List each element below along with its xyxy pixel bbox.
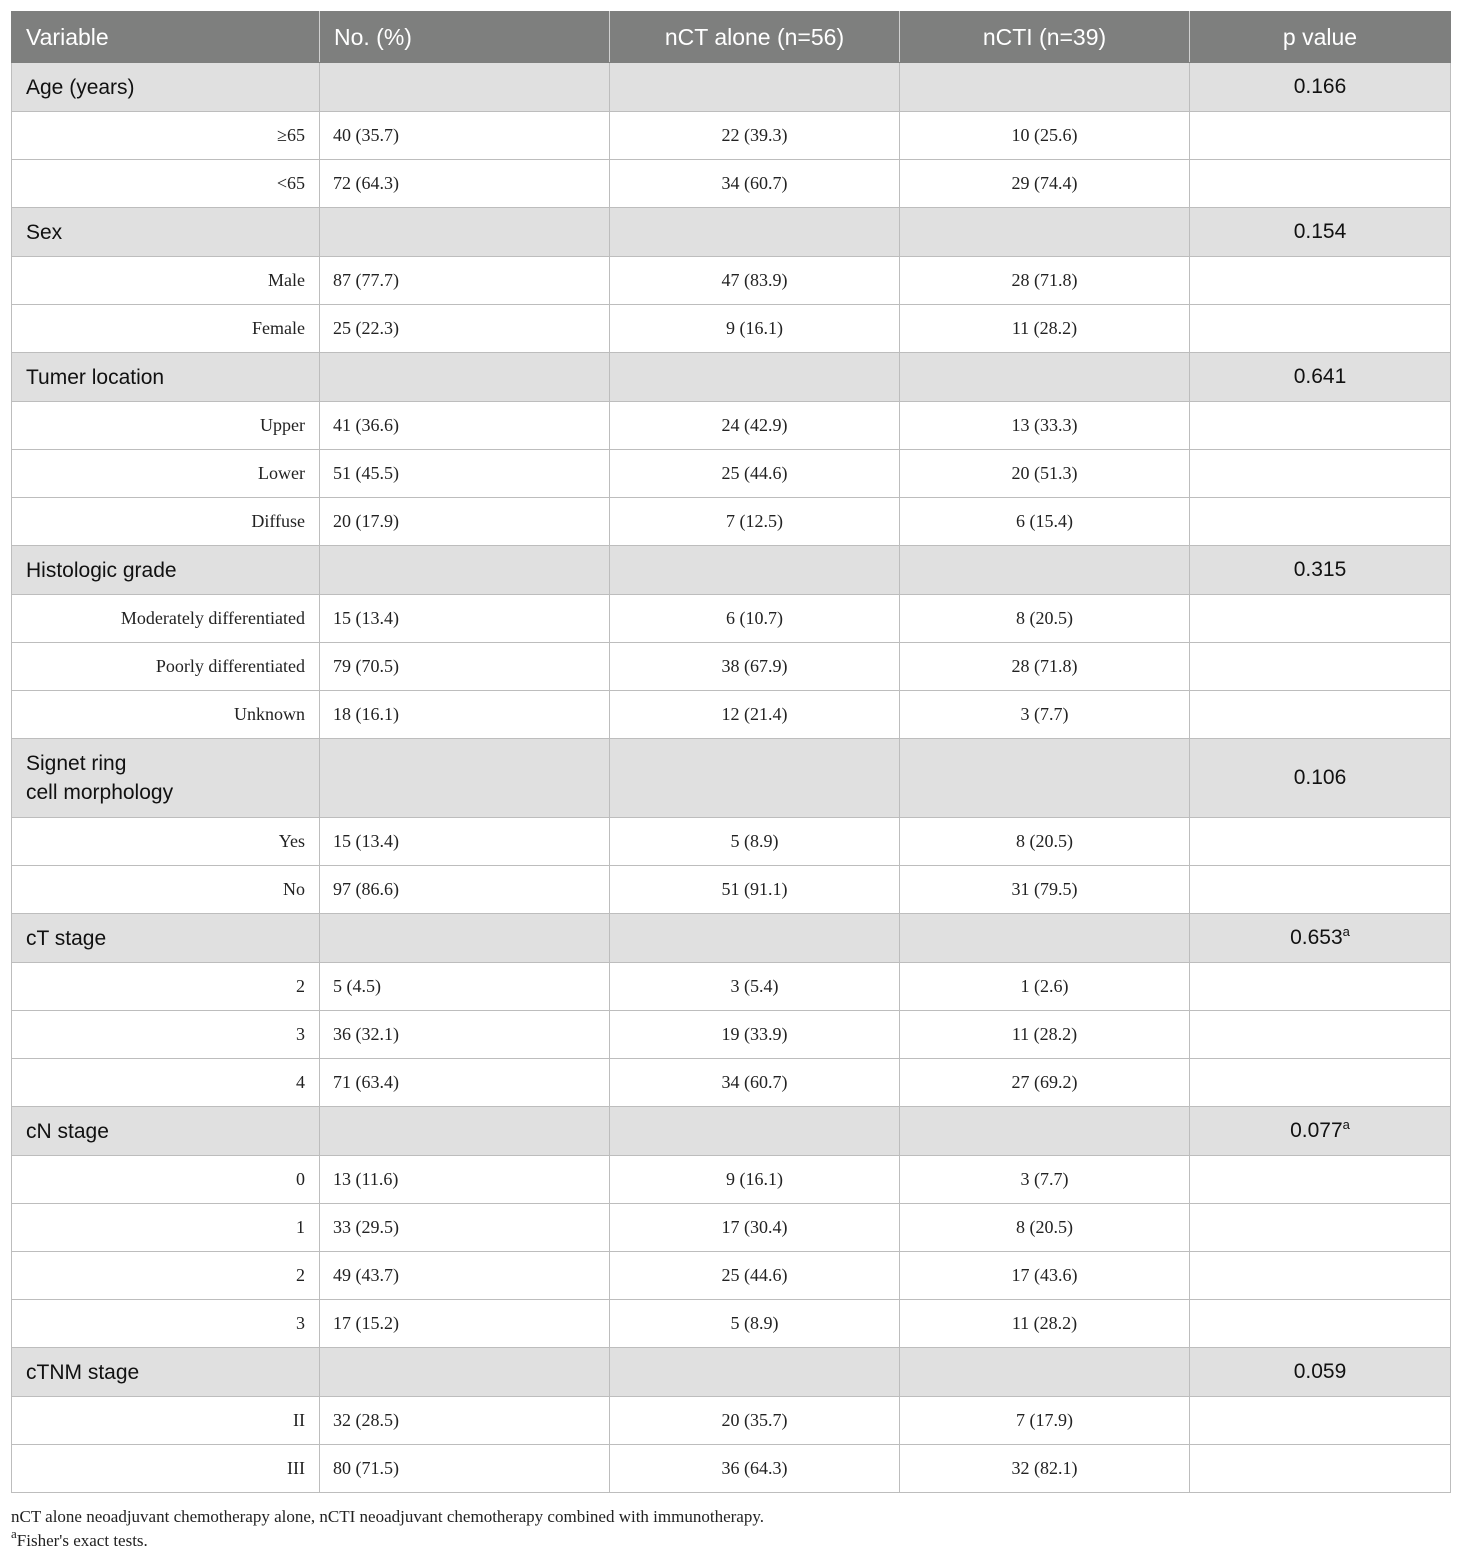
group-label [12, 1107, 320, 1156]
group-label [12, 546, 320, 595]
cell-nct-alone: 9 (16.1) [610, 1156, 900, 1204]
group-empty-cell [320, 1348, 610, 1397]
cell-p-value-empty [1190, 643, 1451, 691]
cell-nct-alone: 34 (60.7) [610, 160, 900, 208]
cell-ncti: 8 (20.5) [900, 1204, 1190, 1252]
table-row [12, 498, 1451, 546]
header-no-percent: No. (%) [320, 12, 610, 63]
group-label-text: cTNM stage [26, 1360, 140, 1384]
cell-nct-alone: 38 (67.9) [610, 643, 900, 691]
cell-ncti: 11 (28.2) [900, 1011, 1190, 1059]
table-row [12, 1445, 1451, 1493]
cell-ncti: 7 (17.9) [900, 1397, 1190, 1445]
row-label: Yes [12, 818, 320, 866]
group-empty-cell [610, 914, 900, 963]
group-label-text: Histologic grade [26, 558, 177, 582]
cell-p-value-empty [1190, 691, 1451, 739]
cell-no-percent: 33 (29.5) [320, 1204, 610, 1252]
cell-no-percent: 80 (71.5) [320, 1445, 610, 1493]
cell-ncti: 27 (69.2) [900, 1059, 1190, 1107]
cell-no-percent: 13 (11.6) [320, 1156, 610, 1204]
cell-no-percent: 25 (22.3) [320, 305, 610, 353]
cell-nct-alone: 19 (33.9) [610, 1011, 900, 1059]
group-label-text: Tumer location [26, 365, 165, 389]
group-p-value [1190, 353, 1451, 402]
cell-p-value-empty [1190, 1011, 1451, 1059]
header-nct-alone: nCT alone (n=56) [610, 12, 900, 63]
row-label: Male [12, 257, 320, 305]
cell-ncti: 6 (15.4) [900, 498, 1190, 546]
table-row [12, 1059, 1451, 1107]
group-row [12, 1348, 1451, 1397]
cell-no-percent: 87 (77.7) [320, 257, 610, 305]
table-row [12, 643, 1451, 691]
p-value-text: 0.077 [1290, 1119, 1343, 1142]
group-empty-cell [900, 63, 1190, 112]
p-value-text: 0.106 [1293, 766, 1347, 789]
cell-nct-alone: 47 (83.9) [610, 257, 900, 305]
cell-p-value-empty [1190, 257, 1451, 305]
group-label-text: cT stage [26, 926, 107, 950]
group-empty-cell [610, 1348, 900, 1397]
row-label: 3 [12, 1300, 320, 1348]
cell-nct-alone: 5 (8.9) [610, 1300, 900, 1348]
cell-ncti: 31 (79.5) [900, 866, 1190, 914]
group-row [12, 739, 1451, 818]
group-p-value [1190, 739, 1451, 818]
row-label: 2 [12, 963, 320, 1011]
group-empty-cell [610, 63, 900, 112]
cell-ncti: 11 (28.2) [900, 1300, 1190, 1348]
p-value-text: 0.154 [1293, 220, 1347, 243]
header-variable: Variable [12, 12, 320, 63]
p-value-text: 0.059 [1293, 1360, 1347, 1383]
group-label [12, 1348, 320, 1397]
group-p-value [1190, 1348, 1451, 1397]
group-p-value [1190, 1107, 1451, 1156]
group-empty-cell [900, 739, 1190, 818]
table-row [12, 1397, 1451, 1445]
cell-p-value-empty [1190, 1059, 1451, 1107]
group-p-value [1190, 63, 1451, 112]
cell-nct-alone: 20 (35.7) [610, 1397, 900, 1445]
group-row [12, 208, 1451, 257]
cell-p-value-empty [1190, 1445, 1451, 1493]
cell-no-percent: 49 (43.7) [320, 1252, 610, 1300]
cell-ncti: 28 (71.8) [900, 643, 1190, 691]
group-empty-cell [320, 546, 610, 595]
footnote-fisher-text: Fisher's exact tests. [16, 1531, 148, 1550]
row-label: Upper [12, 402, 320, 450]
cell-no-percent: 5 (4.5) [320, 963, 610, 1011]
header-p-value: p value [1190, 12, 1451, 63]
row-label: Poorly differentiated [12, 643, 320, 691]
cell-no-percent: 51 (45.5) [320, 450, 610, 498]
cell-nct-alone: 7 (12.5) [610, 498, 900, 546]
cell-p-value-empty [1190, 1397, 1451, 1445]
row-label: Moderately differentiated [12, 595, 320, 643]
row-label: 2 [12, 1252, 320, 1300]
row-label: ≥65 [12, 112, 320, 160]
cell-nct-alone: 25 (44.6) [610, 1252, 900, 1300]
cell-p-value-empty [1190, 1252, 1451, 1300]
cell-nct-alone: 5 (8.9) [610, 818, 900, 866]
cell-p-value-empty [1190, 1156, 1451, 1204]
group-empty-cell [900, 1348, 1190, 1397]
cell-p-value-empty [1190, 595, 1451, 643]
group-empty-cell [610, 353, 900, 402]
cell-no-percent: 71 (63.4) [320, 1059, 610, 1107]
table-row [12, 160, 1451, 208]
group-label [12, 739, 320, 818]
p-value-text: 0.166 [1293, 75, 1347, 98]
cell-no-percent: 17 (15.2) [320, 1300, 610, 1348]
group-empty-cell [320, 353, 610, 402]
header-ncti: nCTI (n=39) [900, 12, 1190, 63]
group-label-text-line2: cell morphology [26, 781, 174, 804]
group-empty-cell [320, 914, 610, 963]
row-label: 3 [12, 1011, 320, 1059]
cell-p-value-empty [1190, 160, 1451, 208]
cell-p-value-empty [1190, 1204, 1451, 1252]
cell-ncti: 3 (7.7) [900, 691, 1190, 739]
cell-no-percent: 32 (28.5) [320, 1397, 610, 1445]
table-row [12, 1204, 1451, 1252]
table-row [12, 1011, 1451, 1059]
group-label-text: cN stage [26, 1119, 109, 1143]
group-p-value [1190, 914, 1451, 963]
p-value-text: 0.315 [1293, 558, 1347, 581]
table-row [12, 595, 1451, 643]
cell-nct-alone: 51 (91.1) [610, 866, 900, 914]
cell-ncti: 20 (51.3) [900, 450, 1190, 498]
cell-p-value-empty [1190, 112, 1451, 160]
cell-no-percent: 15 (13.4) [320, 595, 610, 643]
cell-p-value-empty [1190, 402, 1451, 450]
group-empty-cell [900, 208, 1190, 257]
cell-no-percent: 79 (70.5) [320, 643, 610, 691]
cell-ncti: 3 (7.7) [900, 1156, 1190, 1204]
cell-ncti: 32 (82.1) [900, 1445, 1190, 1493]
group-empty-cell [900, 1107, 1190, 1156]
cell-nct-alone: 12 (21.4) [610, 691, 900, 739]
cell-ncti: 11 (28.2) [900, 305, 1190, 353]
group-empty-cell [320, 739, 610, 818]
cell-no-percent: 41 (36.6) [320, 402, 610, 450]
table-row [12, 112, 1451, 160]
group-empty-cell [900, 353, 1190, 402]
cell-no-percent: 15 (13.4) [320, 818, 610, 866]
cell-nct-alone: 6 (10.7) [610, 595, 900, 643]
cell-ncti: 10 (25.6) [900, 112, 1190, 160]
cell-no-percent: 20 (17.9) [320, 498, 610, 546]
cell-nct-alone: 17 (30.4) [610, 1204, 900, 1252]
group-p-value [1190, 208, 1451, 257]
group-empty-cell [900, 546, 1190, 595]
group-row [12, 546, 1451, 595]
row-label: 1 [12, 1204, 320, 1252]
group-empty-cell [320, 63, 610, 112]
group-label [12, 353, 320, 402]
row-label: Unknown [12, 691, 320, 739]
cell-nct-alone: 22 (39.3) [610, 112, 900, 160]
cell-nct-alone: 25 (44.6) [610, 450, 900, 498]
group-row [12, 914, 1451, 963]
group-label-text: Signet ring [26, 752, 127, 775]
cell-no-percent: 36 (32.1) [320, 1011, 610, 1059]
footnote-abbreviations: nCT alone neoadjuvant chemotherapy alone, nCTI neoadjuvant chemotherapy combined with immunotherapy. [11, 1507, 764, 1526]
cell-ncti: 1 (2.6) [900, 963, 1190, 1011]
table-row [12, 257, 1451, 305]
group-row [12, 1107, 1451, 1156]
row-label: Lower [12, 450, 320, 498]
group-label-text: Age (years) [26, 75, 135, 99]
group-empty-cell [610, 208, 900, 257]
table-row [12, 866, 1451, 914]
group-empty-cell [610, 739, 900, 818]
footnote-fisher [11, 1526, 148, 1551]
group-row [12, 353, 1451, 402]
cell-ncti: 13 (33.3) [900, 402, 1190, 450]
group-empty-cell [900, 914, 1190, 963]
row-label: Female [12, 305, 320, 353]
row-label: 4 [12, 1059, 320, 1107]
footnote-fisher-marker: a [11, 1526, 17, 1541]
group-empty-cell [320, 1107, 610, 1156]
cell-ncti: 17 (43.6) [900, 1252, 1190, 1300]
cell-p-value-empty [1190, 818, 1451, 866]
group-label [12, 63, 320, 112]
cell-ncti: 8 (20.5) [900, 595, 1190, 643]
cell-nct-alone: 34 (60.7) [610, 1059, 900, 1107]
table-row [12, 450, 1451, 498]
cell-no-percent: 40 (35.7) [320, 112, 610, 160]
cell-no-percent: 18 (16.1) [320, 691, 610, 739]
cell-no-percent: 97 (86.6) [320, 866, 610, 914]
table-row [12, 691, 1451, 739]
group-empty-cell [610, 1107, 900, 1156]
group-empty-cell [610, 546, 900, 595]
group-row [12, 63, 1451, 112]
group-label [12, 208, 320, 257]
row-label: 0 [12, 1156, 320, 1204]
row-label: <65 [12, 160, 320, 208]
p-value-text: 0.641 [1293, 365, 1347, 388]
fisher-test-marker: a [1342, 924, 1350, 939]
table-row [12, 305, 1451, 353]
group-label-text: Sex [26, 220, 63, 244]
cell-nct-alone: 9 (16.1) [610, 305, 900, 353]
group-label [12, 914, 320, 963]
table-row [12, 1252, 1451, 1300]
cell-no-percent: 72 (64.3) [320, 160, 610, 208]
cell-p-value-empty [1190, 498, 1451, 546]
table-row [12, 1300, 1451, 1348]
cell-ncti: 29 (74.4) [900, 160, 1190, 208]
header-row [12, 12, 1451, 63]
cell-p-value-empty [1190, 305, 1451, 353]
cell-p-value-empty [1190, 450, 1451, 498]
table-row [12, 963, 1451, 1011]
cell-nct-alone: 36 (64.3) [610, 1445, 900, 1493]
table-row [12, 818, 1451, 866]
table-row [12, 1156, 1451, 1204]
row-label: No [12, 866, 320, 914]
cell-p-value-empty [1190, 1300, 1451, 1348]
cell-p-value-empty [1190, 866, 1451, 914]
cell-nct-alone: 24 (42.9) [610, 402, 900, 450]
fisher-test-marker: a [1342, 1117, 1350, 1132]
baseline-characteristics-table [11, 11, 1451, 1493]
row-label: II [12, 1397, 320, 1445]
group-p-value [1190, 546, 1451, 595]
p-value-text: 0.653 [1290, 926, 1343, 949]
cell-ncti: 8 (20.5) [900, 818, 1190, 866]
cell-p-value-empty [1190, 963, 1451, 1011]
cell-ncti: 28 (71.8) [900, 257, 1190, 305]
row-label: III [12, 1445, 320, 1493]
row-label: Diffuse [12, 498, 320, 546]
cell-nct-alone: 3 (5.4) [610, 963, 900, 1011]
group-empty-cell [320, 208, 610, 257]
table-row [12, 402, 1451, 450]
